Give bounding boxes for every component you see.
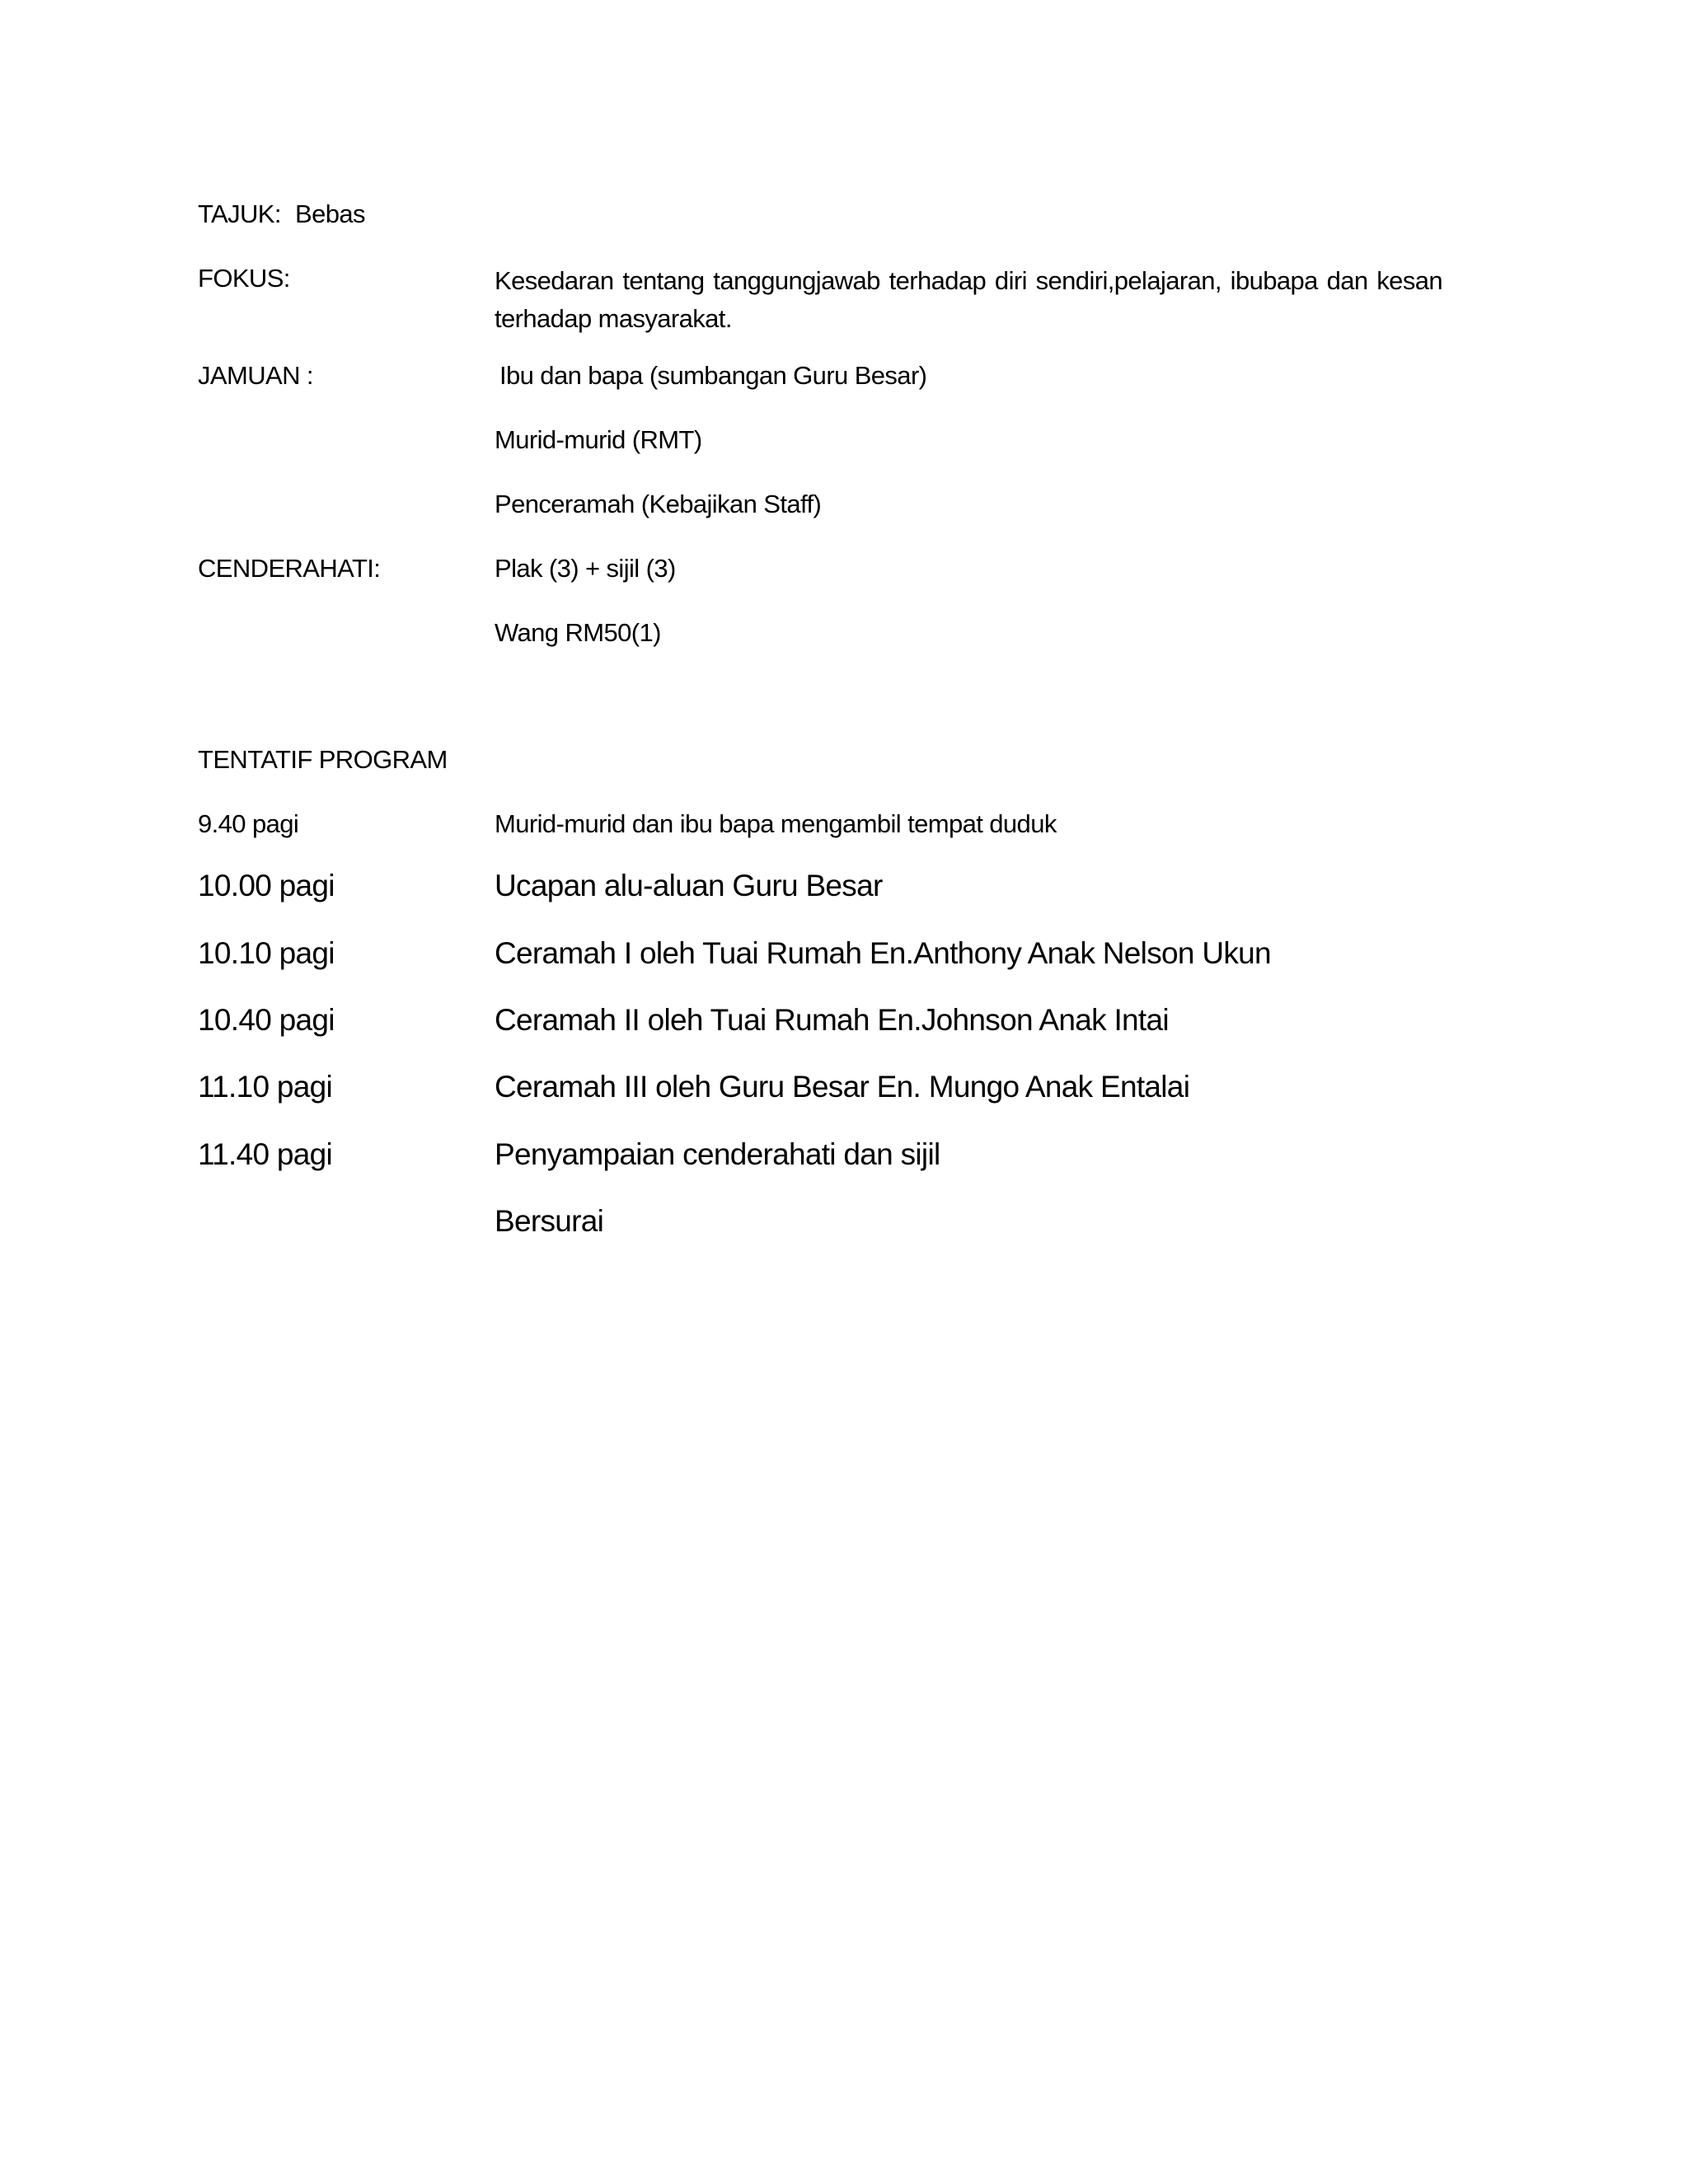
schedule-time: 11.10 pagi	[198, 1070, 333, 1104]
schedule-time: 9.40 pagi	[198, 809, 299, 838]
cenderahati-item: Plak (3) + sijil (3)	[495, 554, 676, 583]
schedule-activity: Ceramah III oleh Guru Besar En. Mungo Anak Entalai	[495, 1070, 1190, 1104]
tajuk-label: TAJUK:	[198, 199, 281, 228]
cenderahati-item: Wang RM50(1)	[495, 618, 661, 647]
schedule-time: 10.10 pagi	[198, 936, 335, 970]
tentatif-heading: TENTATIF PROGRAM	[198, 745, 448, 774]
jamuan-label: JAMUAN :	[198, 361, 313, 390]
schedule-time: 10.00 pagi	[198, 869, 335, 902]
schedule-activity: Murid-murid dan ibu bapa mengambil tempat duduk	[495, 809, 1057, 838]
fokus-value: Kesedaran tentang tanggungjawab terhadap diri sendiri,pelajaran, ibubapa dan kesan terhadap masyarakat.	[495, 266, 1442, 333]
schedule-activity: Penyampaian cenderahati dan sijil	[495, 1137, 940, 1171]
cenderahati-label: CENDERAHATI:	[198, 554, 381, 583]
fokus-label: FOKUS:	[198, 264, 290, 293]
schedule-time: 11.40 pagi	[198, 1137, 333, 1171]
schedule-time: 10.40 pagi	[198, 1003, 335, 1037]
jamuan-item: Murid-murid (RMT)	[495, 425, 702, 454]
jamuan-item: Ibu dan bapa (sumbangan Guru Besar)	[499, 361, 927, 390]
schedule-activity: Ucapan alu-aluan Guru Besar	[495, 869, 883, 902]
schedule-activity: Ceramah I oleh Tuai Rumah En.Anthony Anak Nelson Ukun	[495, 936, 1271, 970]
tajuk-value: Bebas	[295, 199, 365, 228]
jamuan-item: Penceramah (Kebajikan Staff)	[495, 490, 822, 518]
schedule-activity: Ceramah II oleh Tuai Rumah En.Johnson Anak Intai	[495, 1003, 1169, 1037]
schedule-activity: Bersurai	[495, 1204, 604, 1238]
